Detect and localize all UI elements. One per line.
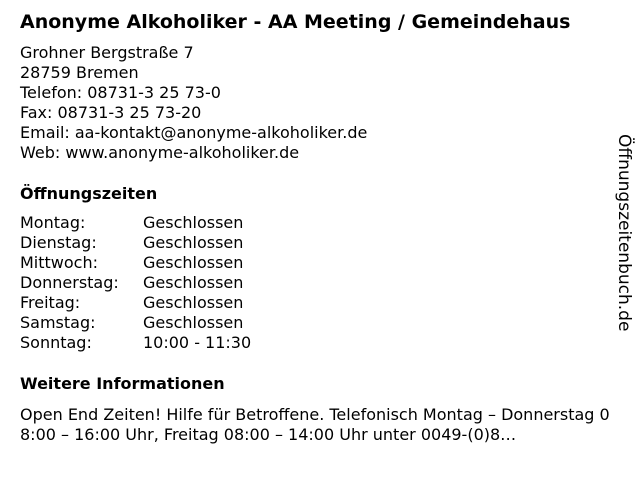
phone-number: Telefon: 08731-3 25 73-0 (20, 83, 221, 102)
hours-value: Geschlossen (143, 273, 244, 292)
day-label: Sonntag: (20, 333, 92, 352)
fax-number: Fax: 08731-3 25 73-20 (20, 103, 202, 122)
day-label: Dienstag: (20, 233, 97, 252)
email-row (20, 123, 367, 143)
contact-block (20, 43, 367, 163)
day-label: Mittwoch: (20, 253, 98, 272)
day-label: Montag: (20, 213, 86, 232)
address-city: 28759 Bremen (20, 63, 139, 82)
email-link[interactable]: aa-kontakt@anonyme-alkoholiker.de (74, 123, 368, 142)
web-link[interactable]: www.anonyme-alkoholiker.de (65, 143, 300, 162)
hours-value: Geschlossen (143, 213, 244, 232)
page-title: Anonyme Alkoholiker - AA Meeting / Gemeindehaus (20, 11, 571, 33)
hours-value: Geschlossen (143, 233, 244, 252)
hours-value: Geschlossen (143, 293, 244, 312)
email-label: Email: (20, 123, 75, 142)
brand-watermark: Öffnungszeitenbuch.de (614, 134, 634, 332)
hours-value: 10:00 - 11:30 (143, 333, 252, 352)
opening-hours-heading: Öffnungszeiten (20, 184, 158, 203)
day-label: Donnerstag: (20, 273, 119, 292)
day-label: Samstag: (20, 313, 96, 332)
web-row (20, 143, 367, 163)
further-info-heading: Weitere Informationen (20, 374, 225, 393)
address-street: Grohner Bergstraße 7 (20, 43, 194, 62)
hours-value: Geschlossen (143, 313, 244, 332)
hours-value: Geschlossen (143, 253, 244, 272)
day-label: Freitag: (20, 293, 81, 312)
web-label: Web: (20, 143, 66, 162)
further-info-text: Open End Zeiten! Hilfe für Betroffene. Telefonisch Montag – Donnerstag 08:00 – 16:00 Uhr, Freitag 08:00 – 14:00 Uhr unter 0049-(0)8… (20, 405, 610, 444)
